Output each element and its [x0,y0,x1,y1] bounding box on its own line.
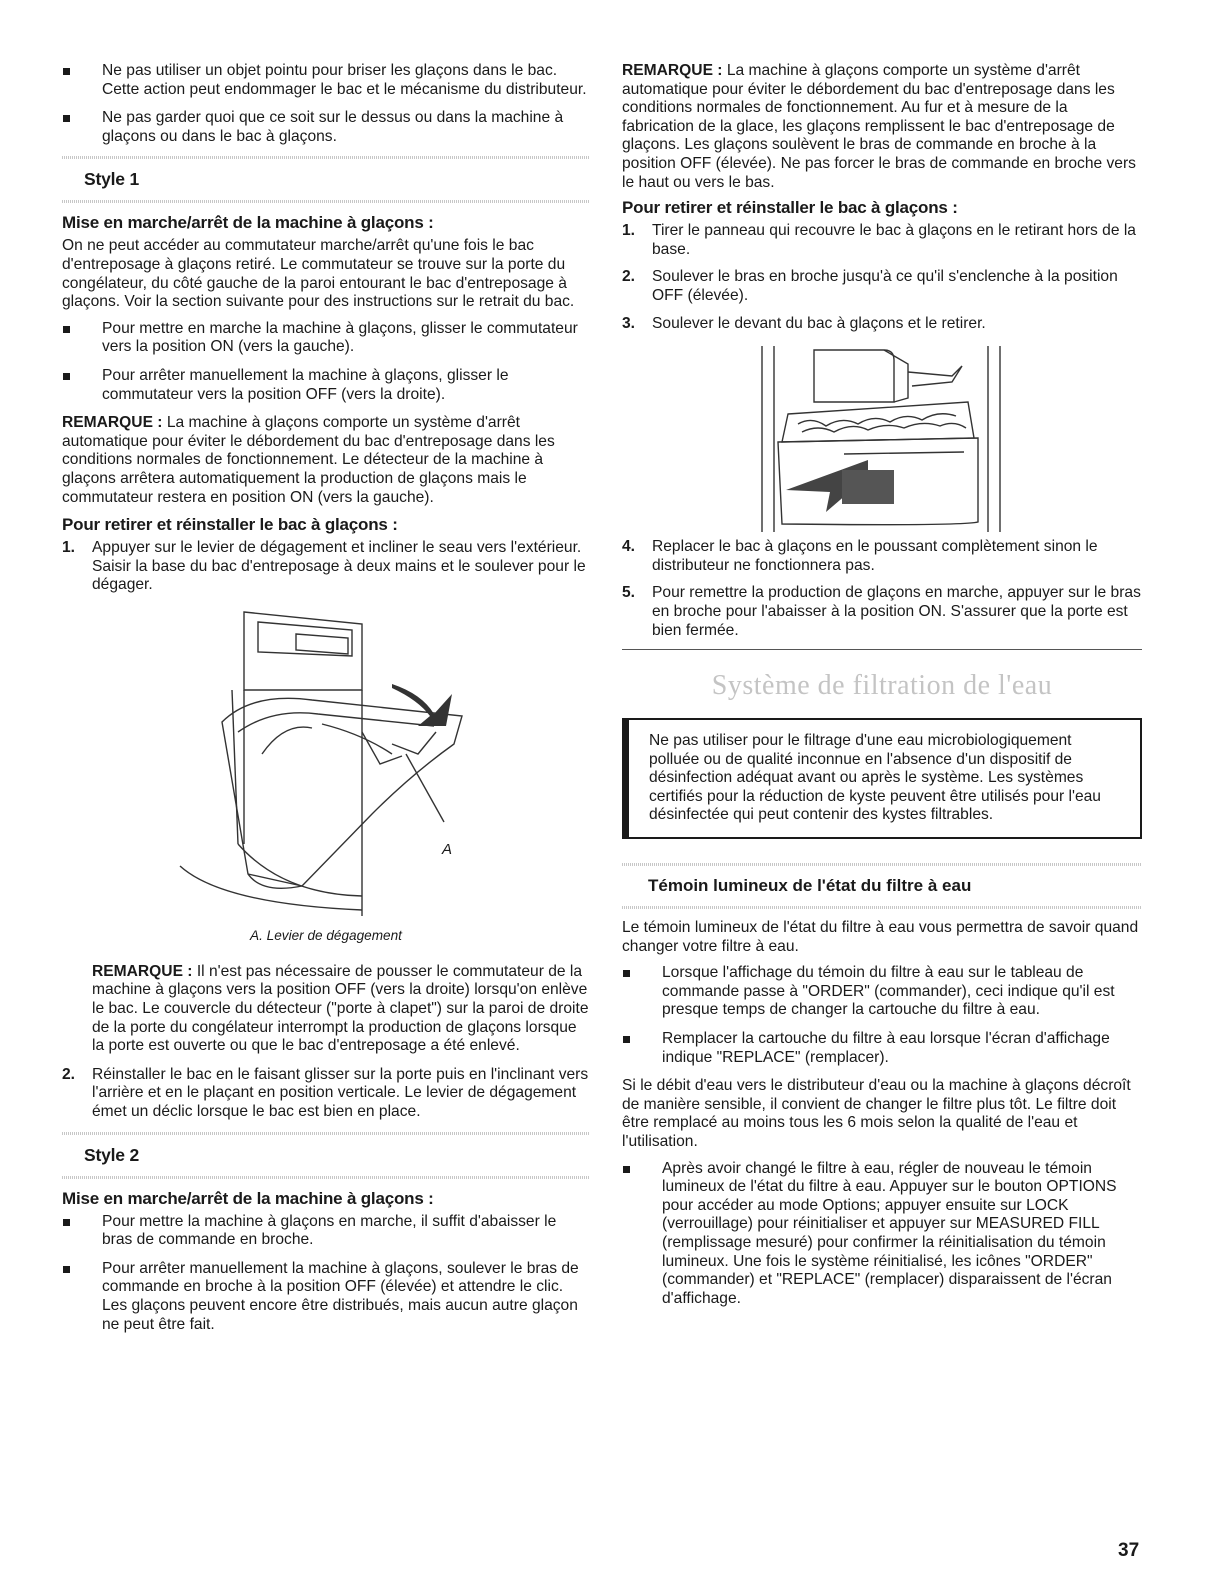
style2-title: Style 2 [84,1144,140,1165]
style1-title: Style 1 [84,169,140,190]
filter-status-heading: Témoin lumineux de l'état du filtre à eau [648,876,972,896]
step-text: Pour remettre la production de glaçons en marche, appuyer sur le bras en broche pour l'abaisser à la position ON. S'assurer que la porte est bien fermée. [652,584,1141,639]
remarque-text: La machine à glaçons comporte un système d'arrêt automatique pour éviter le débordement du bac d'entreposage dans les conditions normales de fonctionnement. Au fur et à mesure de la fabrication de la glace, les glaçons remplissent le bac d'entreposage de glaçons. Les glaçons soulèvent le bras de commande en broche à la position OFF (élevée). Ne pas forcer le bras de commande en broche vers le haut ou vers le bas. [622,62,1136,191]
left-column [62,62,590,1344]
list-item: Lorsque l'affichage du témoin du filtre à eau sur le tableau de commande passe à "ORDER" (commander), ceci indique qu'il est presque temps de changer la cartouche du filtre à eau. [622,964,1142,1020]
remarque-text: Il n'est pas nécessaire de pousser le commutateur de la machine à glaçons vers la position OFF (vers la droite) lorsqu'on enlève le bac. Le couvercle du détecteur ("porte à clapet") sur la paroi de droite de la porte du congélateur interrompt la production de glaçons lorsque la porte est ouverte ou que le bac d'entreposage a été enlevé. [92,962,589,1055]
step-text: Replacer le bac à glaçons en le poussant complètement sinon le distributeur ne fonctionnera pas. [652,538,1098,574]
step-item [622,538,1142,575]
style2-heading: Mise en marche/arrêt de la machine à glaçons : [62,1188,434,1208]
ice-bucket-release-figure [62,604,590,922]
list-item: Après avoir changé le filtre à eau, régler de nouveau le témoin lumineux de l'état du filtre à eau. Appuyer sur le bouton OPTIONS pour accéder au mode Options; appuyer ensuite sur LOCK (verrouillage) pour réinitialiser et appuyer sur MEASURED FILL (remplissage mesuré) pour confirmer la réinitialisation du témoin lumineux. Une fois le système réinitialisé, les icônes "ORDER" (commander) et "REPLACE" (remplacer) disparaissent de l'écran d'affichage. [622,1160,1142,1309]
remarque-label: REMARQUE : [62,414,163,432]
figure-label-a: A [442,840,453,858]
divider [62,1132,590,1135]
list-item: Ne pas garder quoi que ce soit sur le dessus ou dans la machine à glaçons ou dans le bac à glaçons. [62,109,590,146]
warning-text: Ne pas utiliser pour le filtrage d'une eau microbiologiquement polluée ou de qualité inconnue en l'absence d'un dispositif de désinfection adéquat avant ou après le système. Les systèmes certifiés pour la réduction de kyste peuvent être utilisés pour l'eau désinfectée qui peut contenir des kystes filtrables. [649,732,1101,824]
water-filter-section-title: Système de filtration de l'eau [711,670,1053,702]
step-item [622,315,1142,334]
indented-block [62,963,590,1056]
divider [62,1176,590,1179]
style1-bullet-list [62,320,590,404]
divider [622,906,1142,909]
ice-bucket-illustration [62,604,590,922]
divider [62,156,590,159]
style1-remarque2 [92,963,590,1056]
style2-bullet-list [62,1213,590,1335]
step-number: 5. [622,584,636,602]
step-item [62,1066,590,1122]
style1-paragraph: On ne peut accéder au commutateur marche/arrêt qu'une fois le bac d'entreposage à glaçons retiré. Le commutateur se trouve sur la porte du congélateur, du côté gauche de la paroi entourant le bac d'entreposage à glaçons. Voir la section suivante pour des instructions sur le retrait du bac. [62,237,575,311]
style1-heading: Mise en marche/arrêt de la machine à glaçons : [62,213,434,233]
list-item: Pour arrêter manuellement la machine à glaçons, soulever le bras de commande en broche à la position OFF (élevée) et attendre le clic. Les glaçons peuvent encore être distribués, mais aucun autre glaçon ne peut être fait. [62,1260,590,1334]
step-item [622,222,1142,259]
list-item: Ne pas utiliser un objet pointu pour briser les glaçons dans le bac. Cette action peut endommager le bac et le mécanisme du distributeur. [62,62,590,99]
step-number: 2. [62,1065,76,1083]
style1-remove-heading: Pour retirer et réinstaller le bac à glaçons : [62,515,398,535]
right-steps-a [622,222,1142,333]
style1-remarque [62,414,590,507]
style1-steps-2 [62,1066,590,1122]
right-remove-heading: Pour retirer et réinstaller le bac à glaçons : [622,198,958,218]
warning-box [622,718,1142,839]
step-number: 3. [622,314,636,332]
step-number: 1. [62,539,76,557]
divider [62,200,590,203]
step-text: Tirer le panneau qui recouvre le bac à glaçons en le retirant hors de la base. [652,222,1136,258]
filter-bullet-list [622,964,1142,1067]
figure-caption: A. Levier de dégagement [250,927,402,943]
style1-steps [62,539,590,595]
list-item: Pour arrêter manuellement la machine à glaçons, glisser le commutateur vers la position OFF (vers la droite). [62,367,590,404]
step-text: Soulever le bras en broche jusqu'à ce qu'il s'enclenche à la position OFF (élevée). [652,268,1118,304]
divider [622,863,1142,866]
page-number: 37 [1118,1540,1140,1561]
step-text: Appuyer sur le levier de dégagement et incliner le seau vers l'extérieur. Saisir la base du bac d'entreposage à deux mains et le soulever pour le dégager. [92,539,586,594]
filter-paragraph: Si le débit d'eau vers le distributeur d'eau ou la machine à glaçons décroît de manière sensible, il convient de changer le filtre plus tôt. Le filtre doit être remplacé au moins tous les 6 mois selon la qualité de l'eau et l'utilisation. [622,1077,1131,1150]
step-number: 1. [622,222,636,240]
list-item: Pour mettre la machine à glaçons en marche, il suffit d'abaisser le bras de commande en broche. [62,1213,590,1250]
step-text: Réinstaller le bac en le faisant glisser sur la porte puis en l'inclinant vers l'arrière et en le plaçant en position verticale. Le levier de dégagement émet un déclic lorsque le bac est bien en place. [92,1065,589,1121]
ice-bin-illustration [622,342,1142,538]
step-number: 2. [622,268,636,286]
remarque-label: REMARQUE : [622,62,723,79]
intro-bullet-list [62,62,590,146]
step-item [622,584,1142,640]
right-column [622,62,1142,1318]
list-item: Remplacer la cartouche du filtre à eau lorsque l'écran d'affichage indique "REPLACE" (remplacer). [622,1030,1142,1067]
step-number: 4. [622,538,636,556]
right-steps-b [622,538,1142,640]
list-item: Pour mettre en marche la machine à glaçons, glisser le commutateur vers la position ON (vers la gauche). [62,320,590,357]
step-item [62,539,590,595]
step-item [622,268,1142,305]
remarque-label: REMARQUE : [92,962,193,980]
remarque-text: La machine à glaçons comporte un système d'arrêt automatique pour éviter le débordement du bac d'entreposage dans les conditions normales de fonctionnement. Le détecteur de la machine à glaçons arrêtera automatiquement la production de glaçons mais le commutateur restera en position ON (vers la gauche). [62,414,555,506]
right-remarque [622,62,1142,192]
filter-intro: Le témoin lumineux de l'état du filtre à eau vous permettra de savoir quand changer votre filtre à eau. [622,919,1139,955]
filter-reset-bullet-list [622,1160,1142,1309]
section-rule [622,649,1142,650]
step-text: Soulever le devant du bac à glaçons et le retirer. [652,314,986,332]
ice-bin-removal-figure [622,342,1142,538]
